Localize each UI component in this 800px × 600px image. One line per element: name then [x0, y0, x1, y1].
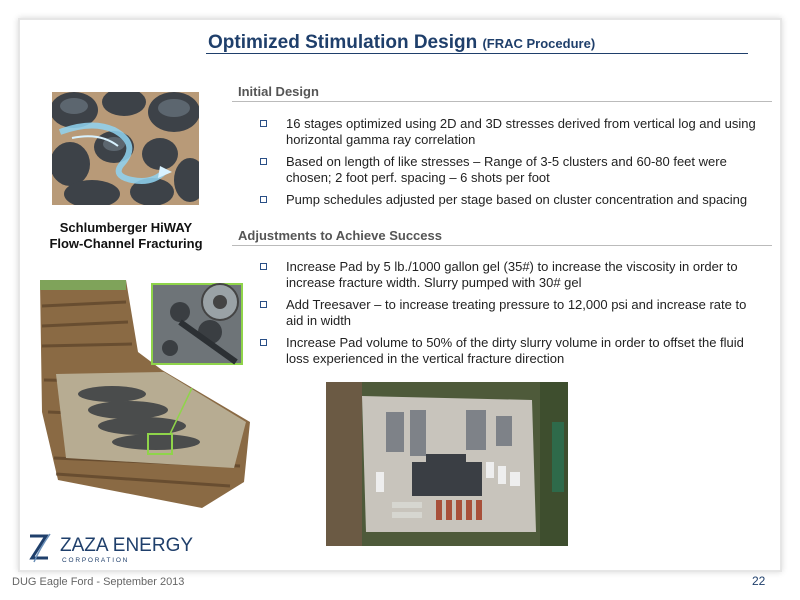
zaza-energy-logo — [24, 528, 214, 566]
image-caption — [40, 220, 212, 252]
logo-wordmark: ZAZA ENERGY — [60, 535, 194, 556]
section-heading-initial-design: Initial Design — [238, 84, 319, 99]
title-main: Optimized Stimulation Design — [208, 32, 478, 53]
list-item — [258, 116, 760, 148]
bullet-square-icon — [260, 263, 267, 270]
fracture-block-diagram — [30, 262, 260, 510]
footer-event: DUG Eagle Ford - September 2013 — [12, 576, 185, 588]
list-item — [258, 335, 760, 367]
bullet-text: Based on length of like stresses – Range of 3-5 clusters and 60-80 feet were chosen; 2 foot perf. spacing – 6 shots per foot — [286, 154, 727, 185]
bullet-square-icon — [260, 339, 267, 346]
aerial-photo-frac-site — [326, 382, 568, 546]
list-item — [258, 192, 760, 208]
bullet-text: Increase Pad volume to 50% of the dirty slurry volume in order to offset the fluid loss experienced in the vertical fracture direction — [286, 335, 744, 366]
bullet-square-icon — [260, 158, 267, 165]
bullet-text: Increase Pad by 5 lb./1000 gallon gel (35#) to increase the viscosity in order to increase fracture width. Slurry pumped with 30# gel — [286, 259, 738, 290]
logo-tagline: C O R P O R A T I O N — [62, 557, 128, 564]
bullet-square-icon — [260, 196, 267, 203]
initial-design-list — [258, 116, 760, 214]
page-number: 22 — [752, 574, 766, 588]
section-rule — [232, 245, 772, 246]
bullet-text: Pump schedules adjusted per stage based on cluster concentration and spacing — [286, 192, 748, 207]
list-item — [258, 154, 760, 186]
bullet-square-icon — [260, 120, 267, 127]
bullet-text: 16 stages optimized using 2D and 3D stresses derived from vertical log and using horizontal gamma ray correlation — [286, 116, 756, 147]
caption-line: Schlumberger HiWAY — [59, 220, 193, 235]
flow-channel-image — [52, 92, 199, 205]
list-item — [258, 259, 760, 291]
bullet-square-icon — [260, 301, 267, 308]
list-item — [258, 297, 760, 329]
slide-title — [208, 32, 595, 54]
caption-line: Flow-Channel Fracturing — [49, 236, 203, 251]
section-heading-adjustments: Adjustments to Achieve Success — [238, 228, 442, 243]
section-rule — [232, 101, 772, 102]
title-underline — [206, 53, 748, 54]
bullet-text: Add Treesaver – to increase treating pressure to 12,000 psi and increase rate to aid in width — [286, 297, 747, 328]
adjustments-list — [258, 259, 760, 373]
title-sub: (FRAC Procedure) — [482, 36, 596, 51]
